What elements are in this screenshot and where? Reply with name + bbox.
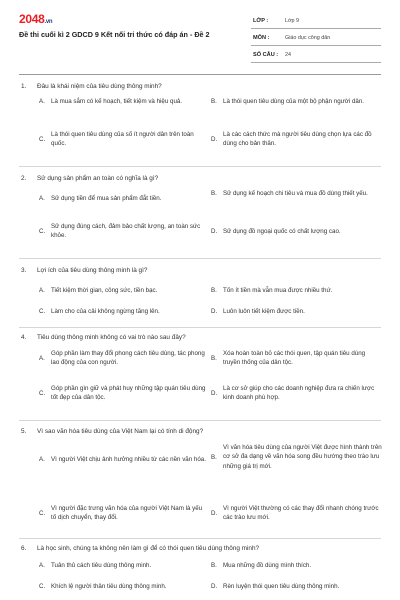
option-text: Là thói quen tiêu dùng của số ít người dân trên toàn quốc. (51, 131, 194, 148)
option-a[interactable] (39, 97, 206, 106)
info-value: Lớp 9 (285, 18, 300, 24)
option-c[interactable] (39, 504, 206, 523)
question-text: Tiêu dùng thông minh không có vai trò nào sau đây? (37, 334, 186, 341)
option-letter: B. (211, 190, 217, 198)
option-text: Góp phần làm thay đổi phong cách tiêu dùng, tác phong lao động của con người. (51, 350, 205, 367)
question-divider (19, 420, 381, 421)
question-number: 5. (21, 428, 27, 435)
info-underline (251, 62, 381, 63)
header-divider (19, 74, 381, 75)
question-text: Là học sinh, chúng ta không nên làm gì để có thói quen tiêu dùng thông minh? (37, 545, 260, 552)
question-divider (19, 538, 381, 539)
option-letter: C. (39, 389, 46, 397)
option-text: Sử dụng đồ ngoại quốc có chất lượng cao. (223, 228, 341, 235)
option-a[interactable] (39, 286, 206, 295)
question-number: 3. (21, 267, 27, 274)
option-c[interactable] (39, 384, 206, 403)
info-label: LỚP : (253, 18, 269, 24)
option-letter: C. (39, 227, 46, 235)
exam-title: Đề thi cuối kì 2 GDCD 9 Kết nối tri thức có đáp án - Đề 2 (19, 30, 210, 39)
option-c[interactable] (39, 130, 206, 149)
option-text: Vì văn hóa tiêu dùng của người Việt được hình thành trên cơ sở đa dạng về văn hóa song đều hướng theo trào lưu những giá trị mới. (223, 444, 382, 470)
option-c[interactable] (39, 222, 206, 241)
question-text: Đâu là khái niệm của tiêu dùng thông minh? (37, 83, 162, 90)
option-d[interactable] (211, 582, 383, 591)
option-letter: B. (211, 562, 217, 570)
question-text: Lợi ích của tiêu dùng thông minh là gì? (37, 267, 148, 274)
option-letter: C. (39, 135, 46, 143)
option-c[interactable] (39, 307, 206, 316)
info-row-subject (251, 31, 381, 48)
option-a[interactable] (39, 455, 206, 464)
option-letter: A. (39, 287, 45, 295)
option-text: Vì người Việt thường có các thay đổi nhanh chóng trước các trào lưu mới. (223, 505, 379, 522)
option-text: Góp phần gìn giữ và phát huy những tập quán tiêu dùng tốt đẹp của dân tộc. (51, 385, 206, 402)
option-text: Tốn ít tiền mà vẫn mua được nhiều thứ. (223, 287, 333, 294)
option-text: Luôn luôn tiết kiệm được tiền. (223, 308, 305, 315)
option-b[interactable] (211, 443, 383, 471)
site-logo[interactable] (19, 12, 52, 26)
info-underline (251, 28, 381, 29)
option-letter: D. (211, 135, 218, 143)
info-row-count (251, 48, 381, 65)
option-text: Là thói quen tiêu dùng của một bộ phận người dân. (223, 98, 364, 105)
info-row-class (251, 14, 381, 31)
option-letter: C. (39, 308, 46, 316)
document-header (0, 0, 400, 78)
option-letter: B. (211, 287, 217, 295)
option-a[interactable] (39, 349, 206, 368)
option-text: Tiết kiệm thời gian, công sức, tiền bạc. (51, 287, 158, 294)
question-number: 6. (21, 545, 27, 552)
option-letter: A. (39, 98, 45, 106)
logo-number: 2048 (19, 12, 45, 26)
question-divider (19, 258, 381, 259)
option-text: Xóa hoàn toàn bỏ các thói quen, tập quán tiêu dùng truyền thống của dân tộc. (223, 350, 366, 367)
option-letter: D. (211, 228, 218, 236)
option-text: Sử dụng kế hoạch chi tiêu và mua đồ dùng thiết yếu. (223, 190, 368, 197)
option-letter: A. (39, 354, 45, 362)
option-letter: D. (211, 583, 218, 591)
exam-info-box (251, 14, 381, 65)
option-letter: A. (39, 195, 45, 203)
option-text: Là các cách thức mà người tiêu dùng chọn lựa các đồ dùng cho bản thân. (223, 131, 372, 148)
option-text: Sử dụng tiền để mua sản phẩm đắt tiền. (51, 195, 162, 202)
option-text: Mua những đồ dùng mình thích. (223, 562, 312, 569)
question-text: Vì sao văn hóa tiêu dùng của Việt Nam lại có tính di động? (37, 428, 204, 435)
info-label: SỐ CÂU : (253, 52, 279, 58)
option-text: Rèn luyện thói quen tiêu dùng thông minh. (223, 583, 340, 590)
option-d[interactable] (211, 130, 383, 149)
option-b[interactable] (211, 561, 383, 570)
option-letter: B. (211, 354, 217, 362)
option-text: Khích lệ người thân tiêu dùng thông minh. (51, 583, 167, 590)
option-text: Làm cho của cải không ngừng tăng lên. (51, 308, 160, 315)
question-number: 4. (21, 334, 27, 341)
option-text: Vì người đặc trưng văn hóa của người Việt Nam là yếu tố dịch chuyển, thay đổi. (51, 505, 203, 522)
question-number: 1. (21, 83, 27, 90)
option-letter: B. (211, 453, 217, 461)
option-a[interactable] (39, 194, 206, 203)
option-b[interactable] (211, 189, 383, 198)
option-text: Tuân thủ cách tiêu dùng thông minh. (51, 562, 152, 569)
option-text: Là mua sắm có kế hoạch, tiết kiệm và hiệu quả. (51, 98, 183, 105)
question-divider (19, 166, 381, 167)
option-letter: A. (39, 562, 45, 570)
question-divider (19, 327, 381, 328)
option-d[interactable] (211, 384, 383, 403)
option-letter: D. (211, 389, 218, 397)
info-value: 24 (285, 52, 291, 58)
option-d[interactable] (211, 504, 383, 523)
info-value: Giáo dục công dân (285, 35, 331, 41)
question-number: 2. (21, 175, 27, 182)
option-text: Vì người Việt chịu ảnh hưởng nhiều từ các nền văn hóa. (51, 456, 206, 463)
option-letter: D. (211, 308, 218, 316)
option-text: Là cơ sở giúp cho các doanh nghiệp đưa ra chiến lược kinh doanh phù hợp. (223, 385, 375, 402)
option-letter: D. (211, 509, 218, 517)
question-text: Sử dụng sản phẩm an toàn có nghĩa là gì? (37, 175, 159, 182)
option-text: Sử dụng đúng cách, đảm bảo chất lượng, an toàn sức khỏe. (51, 223, 201, 240)
option-d[interactable] (211, 307, 383, 316)
option-b[interactable] (211, 349, 383, 368)
option-a[interactable] (39, 561, 206, 570)
info-label: MÔN : (253, 35, 270, 41)
option-d[interactable] (211, 227, 383, 236)
option-letter: C. (39, 509, 46, 517)
option-letter: C. (39, 583, 46, 591)
option-b[interactable] (211, 286, 383, 295)
option-b[interactable] (211, 97, 383, 106)
option-letter: A. (39, 456, 45, 464)
option-c[interactable] (39, 582, 206, 591)
info-underline (251, 45, 381, 46)
option-letter: B. (211, 98, 217, 106)
logo-domain: .vn (44, 19, 53, 25)
